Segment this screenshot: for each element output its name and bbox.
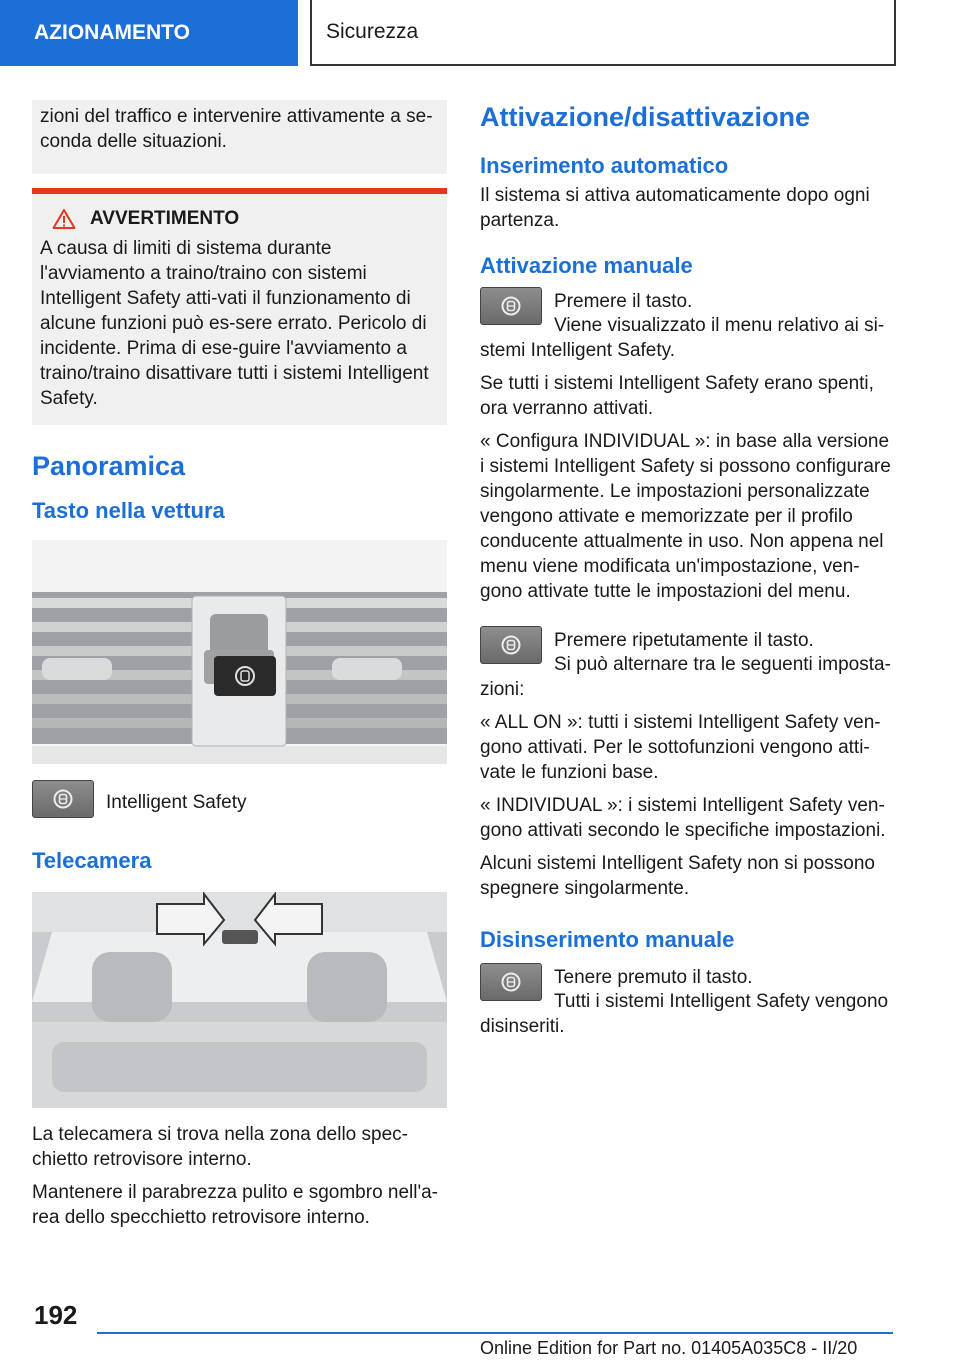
manuale-text-2: Se tutti i sistemi Intelligent Safety erano spenti, ora verranno attivati. (480, 373, 874, 419)
ripetuto-step: Premere ripetutamente il tasto. (554, 630, 814, 651)
right-column (480, 100, 896, 1047)
dis-step: Tenere premuto il tasto. (554, 967, 753, 988)
continued-text: zioni del traffico e intervenire attivamente a se-conda delle situazioni. (40, 106, 433, 152)
intelligent-safety-icon (52, 788, 74, 810)
manuale-text-1: Viene visualizzato il menu relativo ai si-stemi Intelligent Safety. (480, 315, 885, 361)
warning-text: A causa di limiti di sistema durante l'avviamento a traino/traino con sistemi Intelligent Safety atti-vati il funzionamento di alcune funzioni può es-sere errato. Pericolo di incidente. Prima di ese-guire l'avviamento a traino/traino disattivare tutti i sistemi Intelligent Safety. (40, 238, 429, 409)
intelligent-safety-icon (500, 971, 522, 993)
automatico-text: Il sistema si attiva automaticamente dopo ogni partenza. (480, 185, 870, 231)
footer-rule (97, 1332, 893, 1334)
legend-row (32, 780, 447, 818)
button-photo (32, 540, 447, 764)
ripetuto-text-1: Si può alternare tra le seguenti imposta-zioni: (480, 654, 891, 700)
warning-triangle-icon (52, 208, 76, 230)
heading-manuale: Attivazione manuale (480, 253, 693, 278)
left-column (32, 100, 447, 1238)
button-label: Intelligent Safety (106, 792, 247, 813)
page-number: 192 (34, 1300, 78, 1330)
heading-attivazione: Attivazione/disattivazione (480, 102, 811, 132)
ripetuto-text-3: « INDIVIDUAL »: i sistemi Intelligent Safety ven-gono attivati secondo le specifiche impostazioni. (480, 795, 886, 841)
intelligent-safety-button[interactable] (32, 780, 94, 818)
heading-tasto: Tasto nella vettura (32, 498, 225, 523)
intelligent-safety-button[interactable] (480, 963, 542, 1001)
camera-text-1: La telecamera si trova nella zona dello spec-chietto retrovisore interno. (32, 1124, 408, 1170)
intelligent-safety-icon (500, 295, 522, 317)
camera-photo (32, 892, 447, 1108)
dis-text: Tutti i sistemi Intelligent Safety vengono disinseriti. (480, 991, 889, 1037)
section-tab: AZIONAMENTO (0, 0, 298, 66)
heading-panoramica: Panoramica (32, 451, 186, 481)
edition-text: Online Edition for Part no. 01405A035C8 - II/20 (480, 1338, 858, 1358)
chapter-title: Sicurezza (310, 0, 896, 66)
camera-text-2: Mantenere il parabrezza pulito e sgombro nell'a-rea dello specchietto retrovisore interno. (32, 1182, 439, 1228)
warning-heading (52, 208, 439, 230)
car-interior-illustration (32, 892, 447, 1108)
ripetuto-text-2: « ALL ON »: tutti i sistemi Intelligent Safety ven-gono attivati. Per le sottofunzioni vengono atti-vate le funzioni base. (480, 712, 881, 783)
heading-automatico: Inserimento automatico (480, 153, 729, 178)
manuale-step: Premere il tasto. (554, 291, 693, 312)
warning-title: AVVERTIMENTO (90, 208, 240, 229)
continued-box (32, 100, 447, 174)
heading-telecamera: Telecamera (32, 848, 152, 873)
intelligent-safety-button[interactable] (480, 626, 542, 664)
air-vent-illustration (32, 540, 447, 764)
warning-box (32, 194, 447, 425)
manuale-text-3: « Configura INDIVIDUAL »: in base alla versione i sistemi Intelligent Safety si possono configurare singolarmente. Le impostazioni personalizzate vengono attivate e memorizzate per il profilo conducente attualmente in uso. Non appena nel menu viene modificata un'impostazione, ven-gono attivate tutte le impostazioni del menu. (480, 431, 891, 602)
intelligent-safety-button[interactable] (480, 287, 542, 325)
ripetuto-text-4: Alcuni sistemi Intelligent Safety non si possono spegnere singolarmente. (480, 853, 875, 899)
heading-disinserimento: Disinserimento manuale (480, 927, 735, 952)
intelligent-safety-icon (500, 634, 522, 656)
